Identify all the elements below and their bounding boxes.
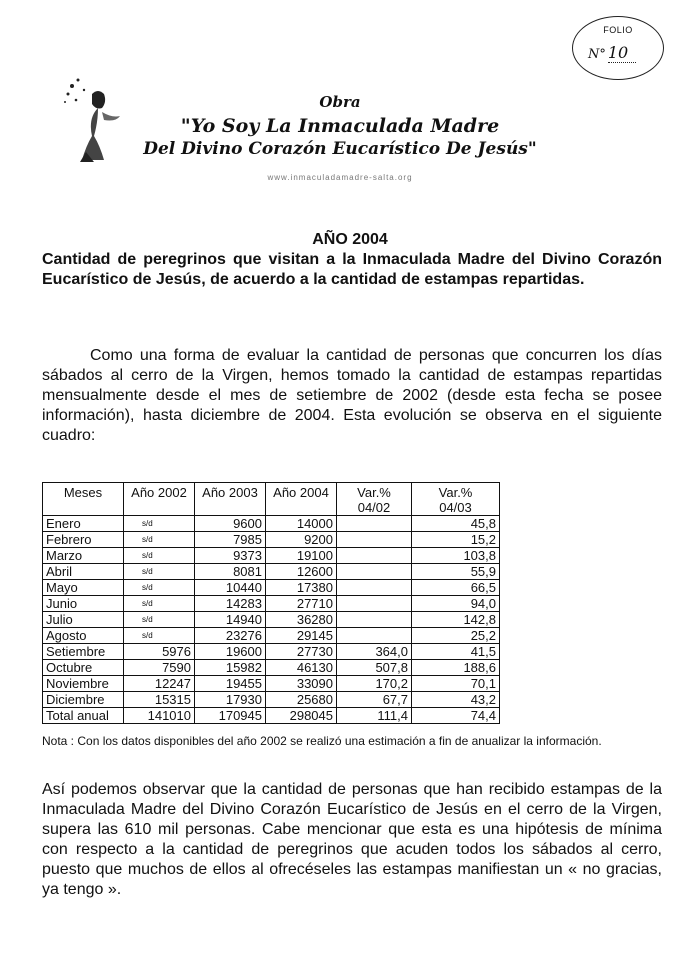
value-cell: 12600 [266,564,337,580]
website-url: www.inmaculadamadre-salta.org [267,173,413,182]
value-cell [337,548,412,564]
month-cell: Julio [43,612,124,628]
folio-number-prefix: N° [588,47,606,62]
column-header: Var.% 04/03 [412,483,500,516]
value-cell: 66,5 [412,580,500,596]
month-cell: Febrero [43,532,124,548]
value-cell: 15,2 [412,532,500,548]
value-cell: 36280 [266,612,337,628]
value-cell [337,628,412,644]
table-row [43,516,500,532]
value-cell: s/d [124,532,195,548]
value-cell: 10440 [195,580,266,596]
value-cell: s/d [124,628,195,644]
value-cell: 9373 [195,548,266,564]
month-cell: Total anual [43,708,124,724]
organization-header [120,93,560,182]
table-row [43,708,500,724]
document-subtitle: Cantidad de peregrinos que visitan a la Inmaculada Madre del Divino Corazón Eucarístico de Jesús, de acuerdo a la cantidad de estampas repartidas. [42,251,662,288]
conclusion-paragraph: Así podemos observar que la cantidad de personas que han recibido estampas de la Inmaculada Madre del Divino Corazón Eucarístico de Jesús en el cerro de la Virgen, supera las 610 mil personas. Cabe mencionar que esta es una hipótesis de mínima con respecto a la cantidad de peregrinos que acuden todos los sábados al cerro, puesto que muchos de ellos al ofrecéseles las estampas manifiestan un « no gracias, ya tengo ». [42,781,662,898]
value-cell: 15315 [124,692,195,708]
value-cell: 19455 [195,676,266,692]
table-row [43,532,500,548]
folio-label: FOLIO [603,25,633,35]
header-line-3: Del Divino Corazón Eucarístico De Jesús" [143,139,537,159]
month-cell: Marzo [43,548,124,564]
value-cell [337,532,412,548]
value-cell: 46130 [266,660,337,676]
value-cell: 170,2 [337,676,412,692]
folio-number: 10 [608,43,636,63]
header-line-1: Obra [319,93,361,111]
value-cell: 25680 [266,692,337,708]
value-cell: 298045 [266,708,337,724]
value-cell: 70,1 [412,676,500,692]
value-cell: 45,8 [412,516,500,532]
value-cell: 94,0 [412,596,500,612]
value-cell: 43,2 [412,692,500,708]
value-cell: s/d [124,580,195,596]
column-header: Año 2002 [124,483,195,516]
month-cell: Abril [43,564,124,580]
folio-stamp [572,16,664,80]
value-cell: 15982 [195,660,266,676]
value-cell: 111,4 [337,708,412,724]
table-row [43,580,500,596]
value-cell: 19600 [195,644,266,660]
value-cell: 103,8 [412,548,500,564]
value-cell: 14940 [195,612,266,628]
value-cell: 55,9 [412,564,500,580]
value-cell: 170945 [195,708,266,724]
column-header: Año 2004 [266,483,337,516]
value-cell: 25,2 [412,628,500,644]
table-row [43,548,500,564]
month-cell: Octubre [43,660,124,676]
value-cell: s/d [124,596,195,612]
table-row [43,676,500,692]
table-header-row [43,483,500,516]
column-header: Año 2003 [195,483,266,516]
value-cell: s/d [124,564,195,580]
value-cell: 9200 [266,532,337,548]
table-row [43,644,500,660]
table-row [43,596,500,612]
month-cell: Agosto [43,628,124,644]
value-cell: s/d [124,548,195,564]
value-cell: 19100 [266,548,337,564]
value-cell: 7985 [195,532,266,548]
value-cell: s/d [124,612,195,628]
month-cell: Noviembre [43,676,124,692]
month-cell: Setiembre [43,644,124,660]
column-header: Var.% 04/02 [337,483,412,516]
value-cell: 188,6 [412,660,500,676]
value-cell: 7590 [124,660,195,676]
value-cell: 142,8 [412,612,500,628]
table-row [43,612,500,628]
value-cell: 12247 [124,676,195,692]
value-cell: 5976 [124,644,195,660]
table-row [43,660,500,676]
value-cell [337,596,412,612]
document-title: AÑO 2004 [312,231,388,248]
pilgrims-table [42,482,500,724]
column-header: Meses [43,483,124,516]
value-cell [337,516,412,532]
value-cell: 41,5 [412,644,500,660]
table-row [43,692,500,708]
table-note: Nota : Con los datos disponibles del año 2002 se realizó una estimación a fin de anualizar la información. [42,734,602,748]
month-cell: Enero [43,516,124,532]
value-cell: 9600 [195,516,266,532]
month-cell: Mayo [43,580,124,596]
month-cell: Junio [43,596,124,612]
value-cell: 27710 [266,596,337,612]
value-cell: 27730 [266,644,337,660]
value-cell: 74,4 [412,708,500,724]
value-cell [337,564,412,580]
value-cell: 141010 [124,708,195,724]
value-cell: 14283 [195,596,266,612]
folio-number-line [588,43,636,63]
intro-paragraph: Como una forma de evaluar la cantidad de personas que concurren los días sábados al cerro de la Virgen, hemos tomado la cantidad de estampas repartidas mensualmente desde el mes de setiembre de 2002 (desde esta fecha se posee información), hasta diciembre de 2004. Esta evolución se observa en el siguiente cuadro: [42,347,662,444]
value-cell: s/d [124,516,195,532]
header-line-2: "Yo Soy La Inmaculada Madre [180,115,500,137]
value-cell: 17930 [195,692,266,708]
value-cell: 364,0 [337,644,412,660]
value-cell: 33090 [266,676,337,692]
value-cell: 8081 [195,564,266,580]
table-row [43,628,500,644]
value-cell: 29145 [266,628,337,644]
value-cell: 17380 [266,580,337,596]
value-cell: 67,7 [337,692,412,708]
value-cell: 23276 [195,628,266,644]
month-cell: Diciembre [43,692,124,708]
value-cell [337,612,412,628]
table-row [43,564,500,580]
value-cell: 14000 [266,516,337,532]
virgin-figure-logo [62,72,124,162]
value-cell: 507,8 [337,660,412,676]
value-cell [337,580,412,596]
